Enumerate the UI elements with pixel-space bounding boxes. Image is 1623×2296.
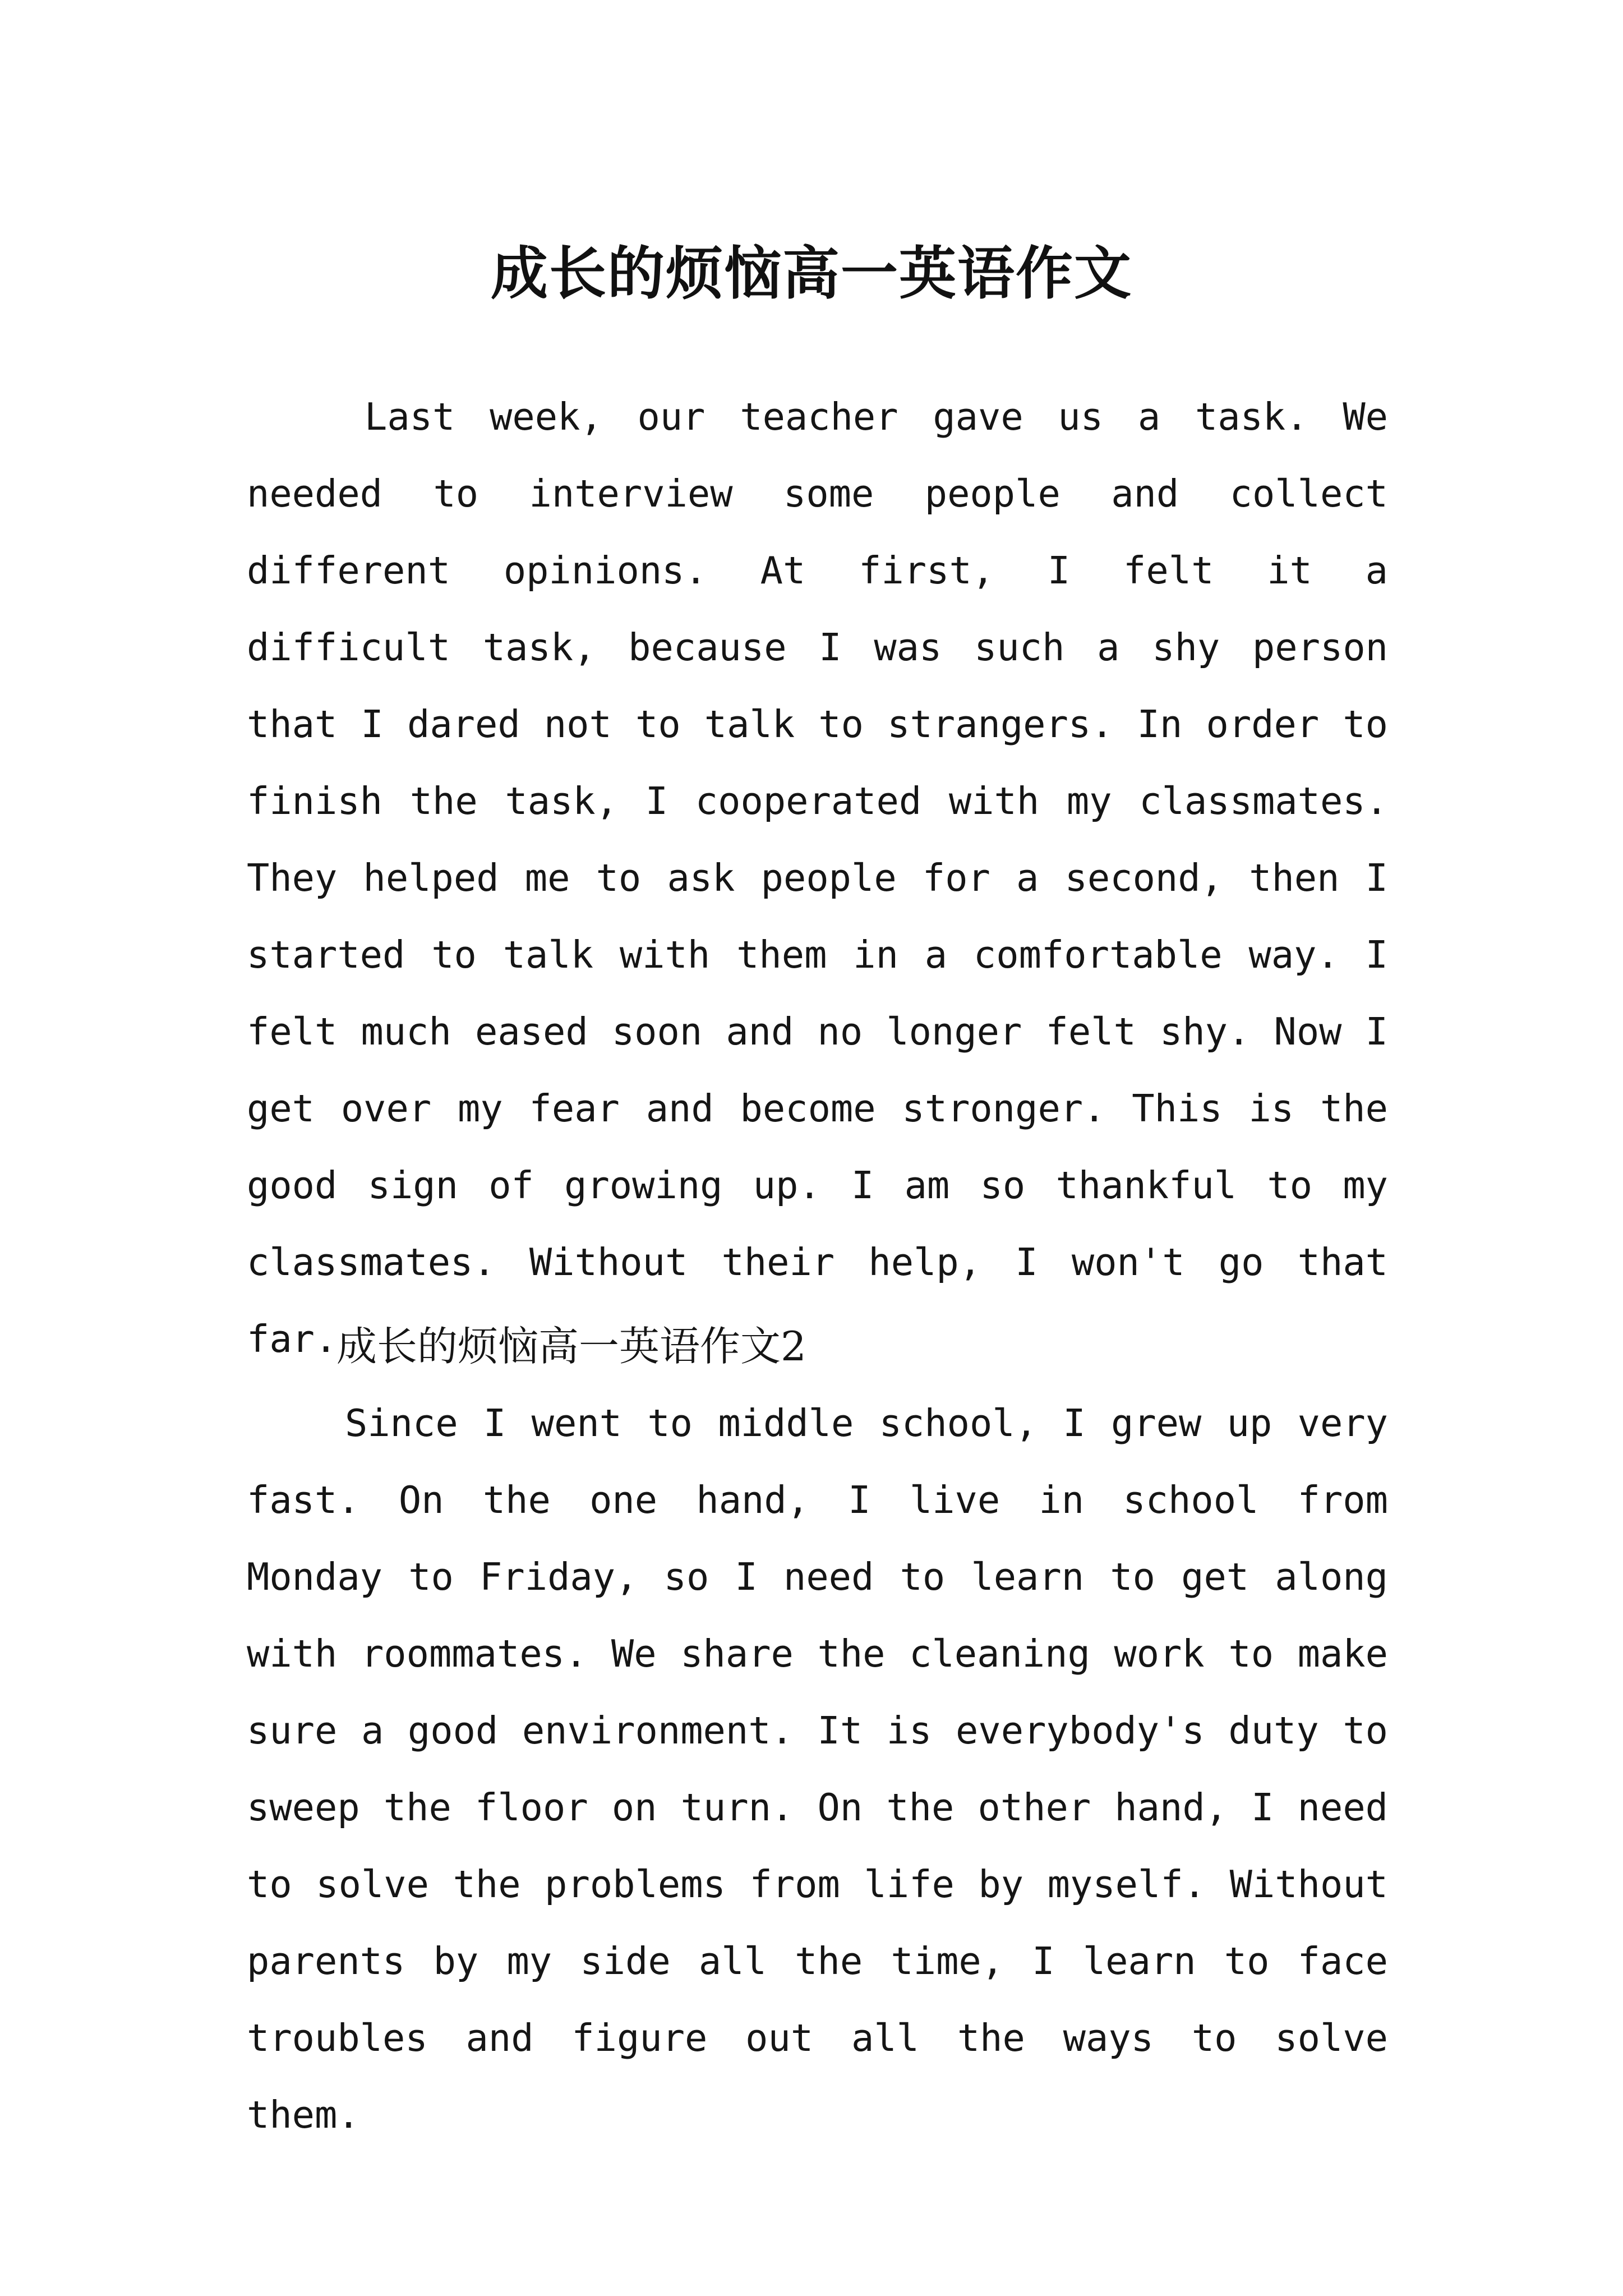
essay-paragraph-2: Since I went to middle school, I grew up very fast. On the one hand, I live in school from Monday to Friday, so I need to learn to get along with roommates. We share the cleaning work to make sure a good environment. It is everybody's duty to sweep the floor on turn. On the other hand, I need to solve the problems from life by myself. Without parents by my side all the time, I learn to face troubles and figure out all the ways to solve them.: [247, 1401, 1388, 2137]
essay-paragraph-1: Last week, our teacher gave us a task. We needed to interview some people and collect different opinions. At first, I felt it a difficult task, because I was such a shy person that I dared not to talk to strangers. In order to finish the task, I cooperated with my classmates. They helped me to ask people for a second, then I started to talk with them in a comfortable way. I felt much eased soon and no longer felt shy. Now I get over my fear and become stronger. This is the good sign of growing up. I am so thankful to my classmates. Without their help, I won't go that far.: [247, 395, 1388, 1361]
essay-subheading-2: 成长的烦恼高一英语作文2: [336, 1323, 806, 1370]
document-title: 成长的烦恼高一英语作文: [491, 240, 1132, 308]
